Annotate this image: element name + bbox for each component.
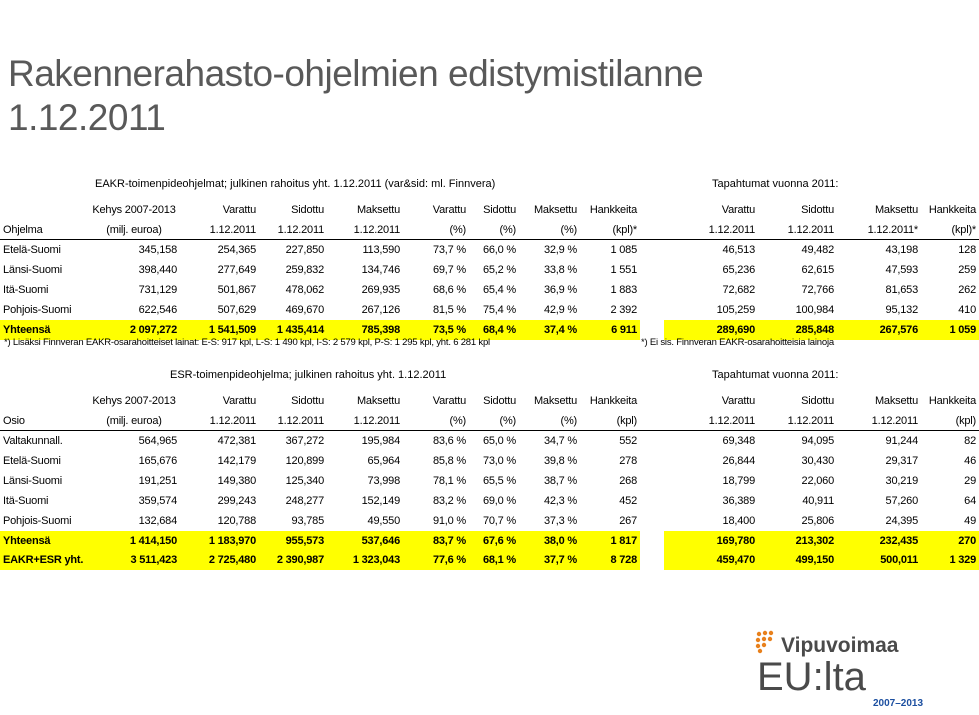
table-cell: 29,317: [885, 455, 918, 467]
table-cell: 38,7 %: [543, 475, 577, 487]
table-cell: 195,984: [361, 435, 400, 447]
table-cell: 269,935: [361, 284, 400, 296]
table-cell: 43,198: [885, 244, 918, 256]
table-cell: 128: [958, 244, 976, 256]
table-cell: 262: [958, 284, 976, 296]
table-cell: 410: [958, 304, 976, 316]
table-cell: 149,380: [217, 475, 256, 487]
table-cell: 113,590: [362, 244, 400, 256]
table-cell: 270: [921, 531, 979, 551]
table-cell: 1 085: [610, 244, 637, 256]
row-label: Yhteensä: [0, 531, 88, 551]
table-cell: 49,482: [801, 244, 834, 256]
logo-dot: [756, 638, 760, 642]
table-cell: 499,150: [758, 550, 837, 570]
table-cell: 259,832: [285, 264, 324, 276]
logo-dot: [762, 643, 766, 647]
table-cell: 2 390,987: [259, 550, 327, 570]
header-cell: 1.12.2011: [664, 220, 758, 240]
header-cell: 1.12.2011: [180, 411, 259, 431]
table-cell: 34,7 %: [543, 435, 577, 447]
table-cell: 259: [958, 264, 976, 276]
table-cell: 1 323,043: [327, 550, 403, 570]
vipuvoimaa-logo: [755, 630, 945, 710]
header-row: [0, 220, 979, 240]
table-cell: 67,6 %: [469, 531, 519, 551]
logo-years: 2007–2013: [873, 698, 924, 709]
header-cell: (%): [403, 220, 469, 240]
table-cell: 70,7 %: [482, 515, 516, 527]
table-cell: 69,0 %: [482, 495, 516, 507]
table-row: [0, 471, 979, 491]
row-label: EAKR+ESR yht.: [0, 550, 88, 570]
table-cell: 39,8 %: [543, 455, 577, 467]
table-cell: 64: [964, 495, 976, 507]
table-cell: 285,848: [758, 320, 837, 340]
table-cell: 18,799: [722, 475, 755, 487]
logo-dot: [758, 649, 762, 653]
table-row: [0, 300, 979, 320]
table-cell: 478,062: [285, 284, 324, 296]
table-cell: 46,513: [722, 244, 755, 256]
table-cell: 95,132: [885, 304, 918, 316]
table-cell: 83,2 %: [432, 495, 466, 507]
table-cell: 29: [964, 475, 976, 487]
column-gap: [640, 280, 664, 300]
table-cell: 507,629: [217, 304, 256, 316]
table-cell: 564,965: [138, 435, 177, 447]
table-cell: 32,9 %: [543, 244, 577, 256]
table-cell: 459,470: [664, 550, 758, 570]
column-gap: [640, 471, 664, 491]
row-label: Itä-Suomi: [3, 495, 49, 507]
table-cell: 1 414,150: [88, 531, 180, 551]
table-cell: 91,0 %: [432, 515, 466, 527]
table-cell: 57,260: [885, 495, 918, 507]
eakr-caption: EAKR-toimenpideohjelmat; julkinen rahoitus yht. 1.12.2011 (var&sid: ml. Finnvera): [95, 178, 496, 190]
table-cell: 42,9 %: [543, 304, 577, 316]
table-cell: 81,653: [885, 284, 918, 296]
header-cell: (%): [469, 411, 519, 431]
table-cell: 299,243: [217, 495, 256, 507]
header-cell: (kpl): [921, 411, 979, 431]
table-cell: 66,0 %: [482, 244, 516, 256]
row-label: Länsi-Suomi: [3, 475, 62, 487]
header-cell: Varattu: [721, 395, 755, 407]
column-gap: [640, 531, 664, 551]
table-cell: 1 817: [580, 531, 640, 551]
table-cell: 83,6 %: [432, 435, 466, 447]
header-cell: (%): [469, 220, 519, 240]
grand-total-table: [0, 550, 979, 570]
table-cell: 65,5 %: [482, 475, 516, 487]
column-gap: [640, 451, 664, 471]
table-cell: 65,0 %: [482, 435, 516, 447]
table-cell: 1 183,970: [180, 531, 259, 551]
header-cell: Maksettu: [874, 395, 918, 407]
column-gap: [640, 431, 664, 452]
header-cell: [0, 391, 88, 411]
table-cell: 2 097,272: [88, 320, 180, 340]
table-cell: 500,011: [837, 550, 921, 570]
header-cell: Varattu: [222, 395, 256, 407]
header-cell: (%): [403, 411, 469, 431]
logo-graphic: [755, 630, 945, 710]
table-cell: 37,7 %: [519, 550, 580, 570]
eakr-footnote-left: *) Lisäksi Finnveran EAKR-osarahoitteiset lainat: E-S: 917 kpl, L-S: 1 490 kpl, I-S: 2 579 kpl, P-S: 1 295 kpl, yht. 6 281 kpl: [4, 337, 490, 348]
header-cell: Varattu: [432, 204, 466, 216]
logo-line1: Vipuvoimaa: [781, 634, 899, 657]
table-cell: 47,593: [885, 264, 918, 276]
table-cell: 1 435,414: [259, 320, 327, 340]
table-cell: 69,7 %: [432, 264, 466, 276]
header-row: [0, 411, 979, 431]
header-cell: Sidottu: [801, 204, 834, 216]
logo-dot: [762, 637, 766, 641]
header-cell: (milj. euroa): [88, 220, 180, 240]
table-cell: 65,4 %: [482, 284, 516, 296]
table-cell: 120,899: [285, 455, 324, 467]
table-cell: 78,1 %: [432, 475, 466, 487]
table-cell: 125,340: [285, 475, 324, 487]
row-label: Valtakunnall.: [3, 435, 63, 447]
table-cell: 120,788: [217, 515, 256, 527]
table-cell: 1 329: [921, 550, 979, 570]
table-cell: 72,682: [722, 284, 755, 296]
page-title: Rakennerahasto-ohjelmien edistymistilanne 1.12.2011: [8, 53, 704, 138]
table-cell: 267: [619, 515, 637, 527]
row-label: Länsi-Suomi: [3, 264, 62, 276]
table-cell: 268: [619, 475, 637, 487]
column-gap: [640, 491, 664, 511]
table-cell: 2 725,480: [180, 550, 259, 570]
header-row: [0, 391, 979, 411]
header-cell: Sidottu: [483, 395, 516, 407]
table-cell: 213,302: [758, 531, 837, 551]
table-cell: 94,095: [801, 435, 834, 447]
table-cell: 267,126: [361, 304, 400, 316]
header-cell: 1.12.2011: [664, 411, 758, 431]
row-label: Pohjois-Suomi: [3, 304, 72, 316]
table-cell: 1 551: [610, 264, 637, 276]
table-cell: 46: [964, 455, 976, 467]
table-row: [0, 240, 979, 261]
table-cell: 232,435: [837, 531, 921, 551]
esr-table: [0, 391, 979, 551]
table-cell: 142,179: [217, 455, 256, 467]
table-cell: 65,964: [367, 455, 400, 467]
header-cell: 1.12.2011: [327, 411, 403, 431]
table-cell: 82: [964, 435, 976, 447]
table-cell: 731,129: [138, 284, 177, 296]
header-row: [0, 200, 979, 220]
header-cell: 1.12.2011: [327, 220, 403, 240]
header-cell: Varattu: [222, 204, 256, 216]
grand-total-row: [0, 550, 979, 570]
table-cell: 359,574: [138, 495, 177, 507]
table-cell: 248,277: [285, 495, 324, 507]
table-cell: 169,780: [664, 531, 758, 551]
column-gap: [640, 220, 664, 240]
column-gap: [640, 511, 664, 531]
header-cell: [0, 200, 88, 220]
table-cell: 267,576: [837, 320, 921, 340]
table-cell: 134,746: [361, 264, 400, 276]
table-cell: 452: [619, 495, 637, 507]
table-cell: 68,4 %: [469, 320, 519, 340]
table-cell: 68,1 %: [469, 550, 519, 570]
table-cell: 622,546: [138, 304, 177, 316]
logo-dot: [768, 637, 772, 641]
header-cell: 1.12.2011: [837, 411, 921, 431]
table-cell: 36,9 %: [543, 284, 577, 296]
table-cell: 77,6 %: [403, 550, 469, 570]
header-cell: Varattu: [721, 204, 755, 216]
header-cell: 1.12.2011*: [837, 220, 921, 240]
table-cell: 93,785: [291, 515, 324, 527]
table-cell: 62,615: [801, 264, 834, 276]
table-cell: 85,8 %: [432, 455, 466, 467]
table-cell: 91,244: [885, 435, 918, 447]
table-cell: 49: [964, 515, 976, 527]
eakr-footnote-right: *) Ei sis. Finnveran EAKR-osarahoitteisia lainoja: [641, 337, 834, 348]
table-cell: 72,766: [801, 284, 834, 296]
header-cell: Maksettu: [356, 204, 400, 216]
table-cell: 65,2 %: [482, 264, 516, 276]
table-cell: 227,850: [285, 244, 324, 256]
table-cell: 537,646: [327, 531, 403, 551]
table-cell: 785,398: [327, 320, 403, 340]
table-cell: 289,690: [664, 320, 758, 340]
table-cell: 345,158: [138, 244, 177, 256]
logo-dot: [757, 632, 761, 636]
table-cell: 73,7 %: [432, 244, 466, 256]
table-cell: 33,8 %: [543, 264, 577, 276]
table-cell: 73,0 %: [482, 455, 516, 467]
header-cell: Sidottu: [801, 395, 834, 407]
column-gap: [640, 300, 664, 320]
header-cell: (kpl)*: [580, 220, 640, 240]
table-cell: 40,911: [802, 495, 834, 507]
header-cell: Hankkeita: [589, 395, 637, 407]
table-cell: 1 541,509: [180, 320, 259, 340]
table-cell: 81,5 %: [432, 304, 466, 316]
esr-caption-right: Tapahtumat vuonna 2011:: [712, 369, 839, 381]
table-cell: 22,060: [801, 475, 834, 487]
header-cell: Ohjelma: [0, 220, 88, 240]
table-cell: 65,236: [722, 264, 755, 276]
table-row: [0, 260, 979, 280]
header-cell: Kehys 2007-2013: [92, 395, 176, 407]
table-cell: 100,984: [795, 304, 834, 316]
total-row: [0, 531, 979, 551]
header-cell: Maksettu: [874, 204, 918, 216]
header-cell: Hankkeita: [589, 204, 637, 216]
column-gap: [640, 550, 664, 570]
row-label: Pohjois-Suomi: [3, 515, 72, 527]
header-cell: 1.12.2011: [758, 220, 837, 240]
table-cell: 18,400: [722, 515, 755, 527]
row-label: Etelä-Suomi: [3, 455, 61, 467]
header-cell: Kehys 2007-2013: [92, 204, 176, 216]
eakr-table: [0, 200, 979, 340]
column-gap: [640, 200, 664, 220]
table-cell: 37,4 %: [519, 320, 580, 340]
logo-dot: [756, 644, 760, 648]
table-cell: 105,259: [716, 304, 755, 316]
table-cell: 73,5 %: [403, 320, 469, 340]
table-cell: 3 511,423: [88, 550, 180, 570]
eakr-caption-right: Tapahtumat vuonna 2011:: [712, 178, 839, 190]
table-cell: 25,806: [801, 515, 834, 527]
logo-dot: [769, 631, 773, 635]
table-cell: 49,550: [367, 515, 400, 527]
header-cell: Sidottu: [291, 204, 324, 216]
table-cell: 36,389: [722, 495, 755, 507]
column-gap: [640, 391, 664, 411]
header-cell: (milj. euroa): [88, 411, 180, 431]
table-cell: 165,676: [138, 455, 177, 467]
table-cell: 30,430: [801, 455, 834, 467]
table-cell: 278: [619, 455, 637, 467]
table-cell: 254,365: [217, 244, 256, 256]
row-label: Etelä-Suomi: [3, 244, 61, 256]
header-cell: Osio: [0, 411, 88, 431]
table-cell: 955,573: [259, 531, 327, 551]
header-cell: Maksettu: [356, 395, 400, 407]
header-cell: 1.12.2011: [259, 411, 327, 431]
table-row: [0, 431, 979, 452]
header-cell: Sidottu: [483, 204, 516, 216]
logo-line2: EU:lta: [757, 655, 866, 699]
table-cell: 152,149: [361, 495, 400, 507]
header-cell: (kpl): [580, 411, 640, 431]
column-gap: [640, 411, 664, 431]
header-cell: Hankkeita: [928, 204, 976, 216]
header-cell: Maksettu: [533, 395, 577, 407]
table-cell: 469,670: [285, 304, 324, 316]
column-gap: [640, 260, 664, 280]
table-cell: 83,7 %: [403, 531, 469, 551]
table-cell: 26,844: [722, 455, 755, 467]
table-cell: 30,219: [885, 475, 918, 487]
header-cell: Sidottu: [291, 395, 324, 407]
table-cell: 132,684: [138, 515, 177, 527]
table-row: [0, 511, 979, 531]
table-cell: 24,395: [885, 515, 918, 527]
header-cell: Varattu: [432, 395, 466, 407]
table-cell: 75,4 %: [482, 304, 516, 316]
header-cell: 1.12.2011: [180, 220, 259, 240]
header-cell: Hankkeita: [928, 395, 976, 407]
row-label: Itä-Suomi: [3, 284, 49, 296]
table-cell: 398,440: [138, 264, 177, 276]
header-cell: (%): [519, 411, 580, 431]
header-cell: 1.12.2011: [758, 411, 837, 431]
table-cell: 69,348: [722, 435, 755, 447]
logo-mark-icon: [756, 631, 773, 653]
header-cell: (kpl)*: [921, 220, 979, 240]
table-row: [0, 491, 979, 511]
table-cell: 37,3 %: [543, 515, 577, 527]
table-cell: 1 059: [921, 320, 979, 340]
table-cell: 277,649: [217, 264, 256, 276]
esr-caption: ESR-toimenpideohjelma; julkinen rahoitus yht. 1.12.2011: [170, 369, 447, 381]
table-cell: 367,272: [285, 435, 324, 447]
table-row: [0, 451, 979, 471]
table-cell: 38,0 %: [519, 531, 580, 551]
table-cell: 191,251: [138, 475, 177, 487]
table-cell: 6 911: [580, 320, 640, 340]
table-cell: 552: [619, 435, 637, 447]
header-cell: 1.12.2011: [259, 220, 327, 240]
table-row: [0, 280, 979, 300]
row-label: Yhteensä: [0, 320, 88, 340]
table-cell: 1 883: [610, 284, 637, 296]
table-cell: 472,381: [217, 435, 256, 447]
table-cell: 68,6 %: [432, 284, 466, 296]
table-cell: 501,867: [217, 284, 256, 296]
column-gap: [640, 240, 664, 261]
table-cell: 73,998: [367, 475, 400, 487]
header-cell: Maksettu: [533, 204, 577, 216]
table-cell: 42,3 %: [543, 495, 577, 507]
header-cell: (%): [519, 220, 580, 240]
table-cell: 2 392: [610, 304, 637, 316]
logo-dot: [763, 631, 767, 635]
table-cell: 8 728: [580, 550, 640, 570]
